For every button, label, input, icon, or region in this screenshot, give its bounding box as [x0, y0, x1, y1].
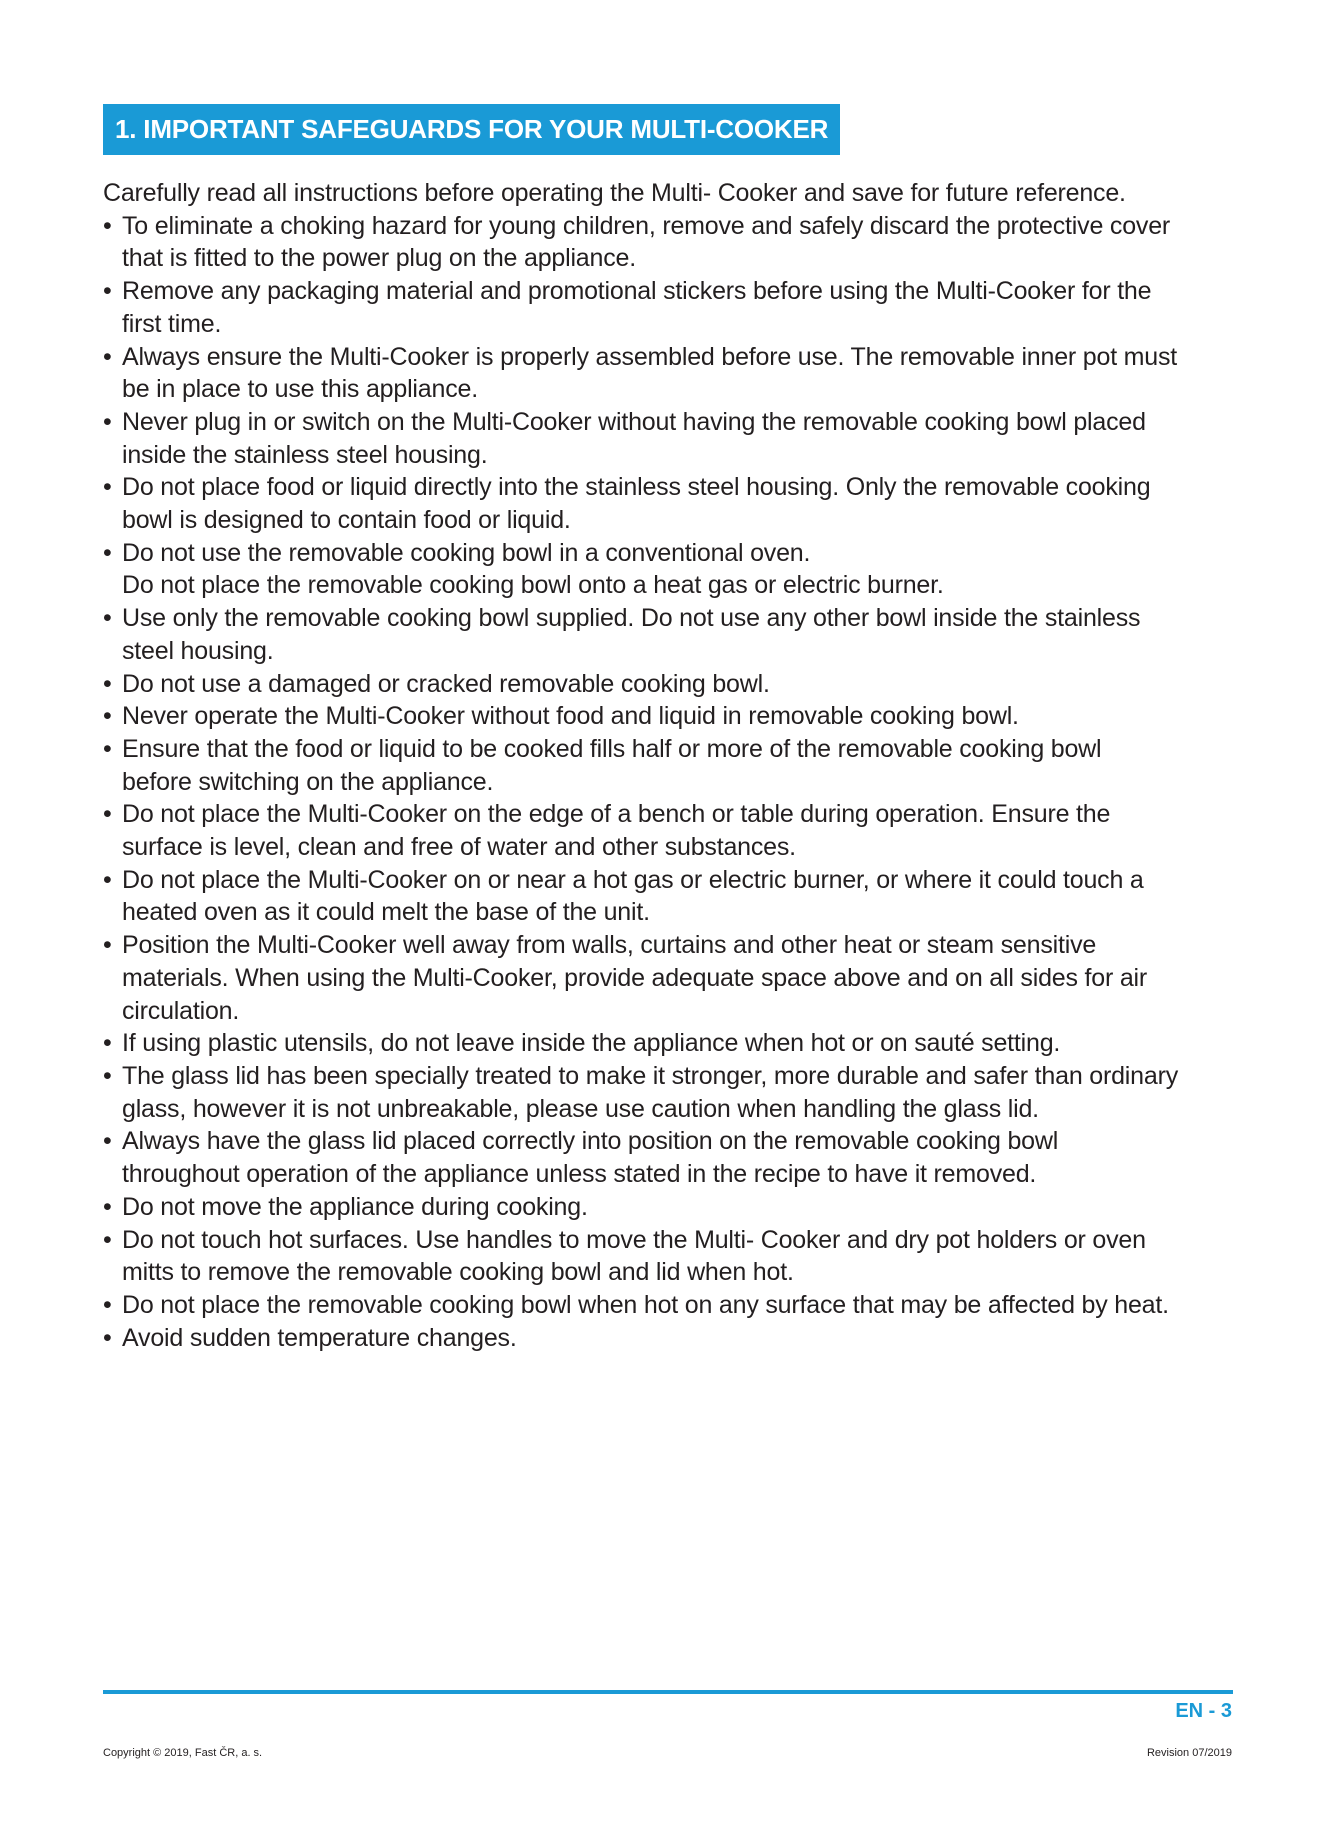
list-item	[103, 602, 1238, 667]
list-item-text: bowl is designed to contain food or liquid.	[122, 506, 571, 535]
list-item-text: Do not move the appliance during cooking.	[122, 1192, 588, 1221]
list-item-text: Do not use a damaged or cracked removable cooking bowl.	[122, 669, 770, 698]
list-item-text: Always have the glass lid placed correctly into position on the removable cooking bowl	[122, 1127, 1059, 1156]
list-item	[103, 537, 1238, 602]
bullet-icon: •	[103, 1290, 112, 1319]
bullet-icon: •	[103, 800, 112, 829]
bullet-icon: •	[103, 538, 112, 567]
list-item	[103, 1191, 1238, 1224]
bullet-icon: •	[103, 407, 112, 436]
list-item-text: before switching on the appliance.	[122, 767, 494, 796]
list-item	[103, 733, 1238, 798]
bullet-icon: •	[103, 931, 112, 960]
list-item	[103, 1224, 1238, 1289]
bullet-icon: •	[103, 342, 112, 371]
bullet-icon: •	[103, 1192, 112, 1221]
revision-text: Revision 07/2019	[1146, 1747, 1232, 1759]
bullet-icon: •	[103, 669, 112, 698]
list-item	[103, 341, 1238, 406]
list-item-text: materials. When using the Multi-Cooker, provide adequate space above and on all sides for air	[122, 963, 1148, 992]
list-item-text: Never plug in or switch on the Multi-Cooker without having the removable cooking bowl placed	[122, 407, 1146, 436]
safeguards-list	[103, 210, 1238, 1355]
footer-divider	[103, 1690, 1233, 1694]
bullet-icon: •	[103, 473, 112, 502]
list-item	[103, 864, 1238, 929]
list-item-text: that is fitted to the power plug on the appliance.	[122, 244, 636, 273]
bullet-icon: •	[103, 865, 112, 894]
list-item-text: If using plastic utensils, do not leave inside the appliance when hot or on sauté setting.	[122, 1029, 1061, 1058]
list-item	[103, 1125, 1238, 1190]
page-number: EN - 3	[1175, 1700, 1232, 1722]
list-item-text: Remove any packaging material and promotional stickers before using the Multi-Cooker for the	[122, 277, 1152, 306]
bullet-icon: •	[103, 277, 112, 306]
list-item-text: heated oven as it could melt the base of the unit.	[122, 898, 650, 927]
bullet-icon: •	[103, 604, 112, 633]
list-item-text: first time.	[122, 309, 222, 338]
list-item-text: Do not place food or liquid directly into the stainless steel housing. Only the removable cooking	[122, 473, 1151, 502]
list-item-text: Do not use the removable cooking bowl in a conventional oven.	[122, 538, 811, 567]
list-item	[103, 471, 1238, 536]
list-item-text: Do not place the removable cooking bowl when hot on any surface that may be affected by heat.	[122, 1290, 1169, 1319]
bullet-icon: •	[103, 734, 112, 763]
bullet-icon: •	[103, 1323, 112, 1352]
list-item-text: Ensure that the food or liquid to be cooked fills half or more of the removable cooking bowl	[122, 734, 1102, 763]
list-item-text: Never operate the Multi-Cooker without food and liquid in removable cooking bowl.	[122, 702, 1019, 731]
list-item	[103, 210, 1238, 275]
list-item	[103, 1322, 1238, 1355]
list-item	[103, 1027, 1238, 1060]
list-item-text: To eliminate a choking hazard for young children, remove and safely discard the protective cover	[122, 211, 1171, 240]
list-item-text: Use only the removable cooking bowl supplied. Do not use any other bowl inside the stainless	[122, 604, 1141, 633]
list-item-text: circulation.	[122, 996, 240, 1025]
list-item-text: be in place to use this appliance.	[122, 375, 478, 404]
list-item-text: surface is level, clean and free of water and other substances.	[122, 833, 796, 862]
copyright-text: Copyright © 2019, Fast ČR, a. s.	[103, 1747, 263, 1759]
list-item	[103, 929, 1238, 1027]
list-item	[103, 1060, 1238, 1125]
bullet-icon: •	[103, 1225, 112, 1254]
list-item-text: mitts to remove the removable cooking bowl and lid when hot.	[122, 1258, 794, 1287]
list-item-text: Always ensure the Multi-Cooker is properly assembled before use. The removable inner pot must	[122, 342, 1178, 371]
list-item	[103, 700, 1238, 733]
list-item-text: Avoid sudden temperature changes.	[122, 1323, 517, 1352]
bullet-icon: •	[103, 1061, 112, 1090]
list-item-text: inside the stainless steel housing.	[122, 440, 488, 469]
list-item-text: The glass lid has been specially treated to make it stronger, more durable and safer than ordinary	[122, 1061, 1178, 1090]
bullet-icon: •	[103, 211, 112, 240]
bullet-icon: •	[103, 702, 112, 731]
section-heading: 1. IMPORTANT SAFEGUARDS FOR YOUR MULTI-COOKER	[103, 104, 840, 155]
list-item-text: throughout operation of the appliance unless stated in the recipe to have it removed.	[122, 1160, 1037, 1189]
list-item	[103, 798, 1238, 863]
list-item-text: Do not place the Multi-Cooker on or near a hot gas or electric burner, or where it could touch a	[122, 865, 1144, 894]
intro-paragraph: Carefully read all instructions before operating the Multi- Cooker and save for future reference.	[103, 179, 1126, 207]
list-item	[103, 1289, 1238, 1322]
safeguards-content	[103, 177, 1238, 1354]
list-item-text: Do not place the removable cooking bowl onto a heat gas or electric burner.	[122, 571, 944, 600]
list-item-text: steel housing.	[122, 636, 274, 665]
bullet-icon: •	[103, 1127, 112, 1156]
list-item-text: Position the Multi-Cooker well away from walls, curtains and other heat or steam sensitive	[122, 931, 1097, 960]
list-item	[103, 275, 1238, 340]
bullet-icon: •	[103, 1029, 112, 1058]
list-item	[103, 406, 1238, 471]
list-item-text: Do not touch hot surfaces. Use handles to move the Multi- Cooker and dry pot holders or oven	[122, 1225, 1146, 1254]
list-item	[103, 668, 1238, 701]
list-item-text: glass, however it is not unbreakable, please use caution when handling the glass lid.	[122, 1094, 1039, 1123]
list-item-text: Do not place the Multi-Cooker on the edge of a bench or table during operation. Ensure the	[122, 800, 1111, 829]
